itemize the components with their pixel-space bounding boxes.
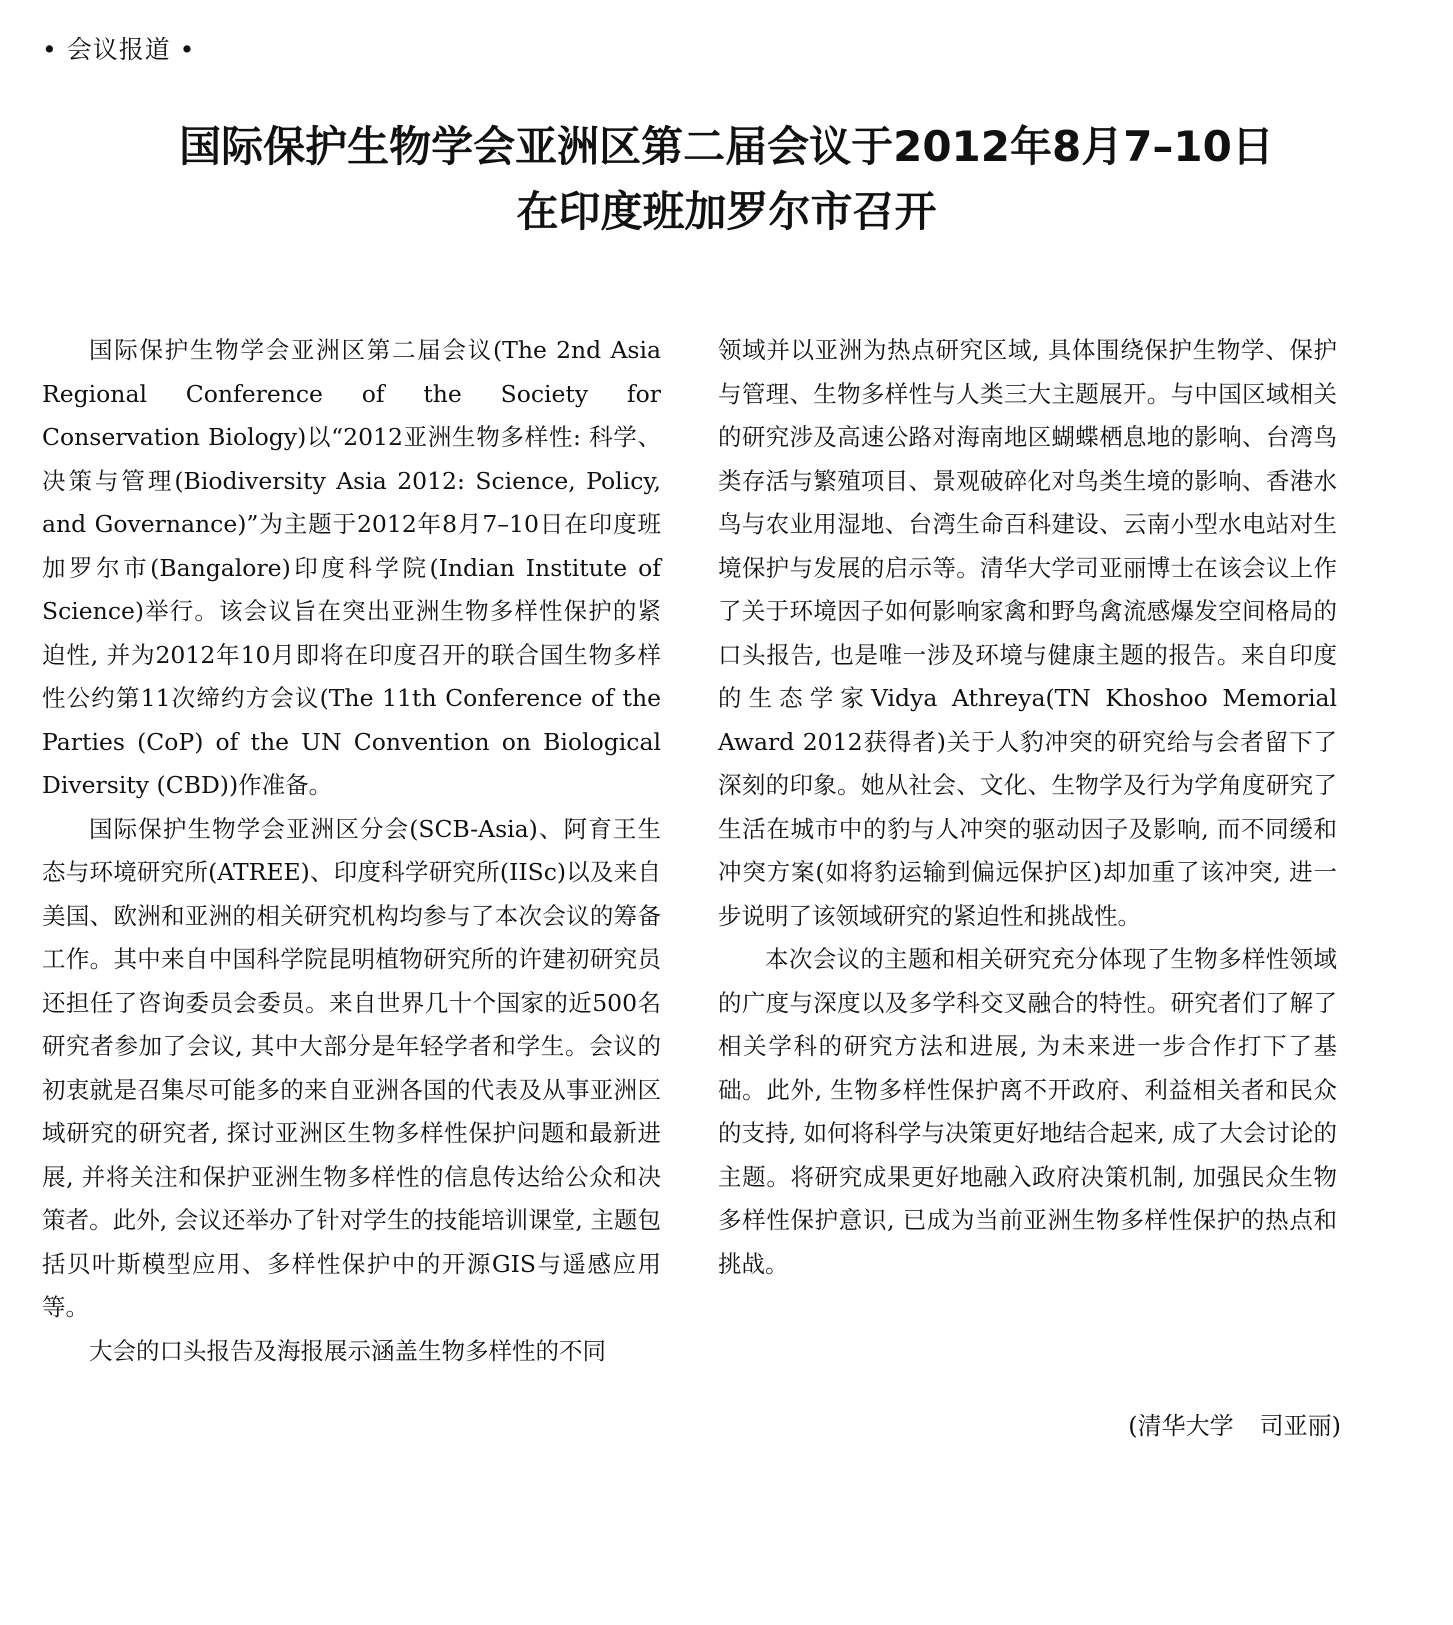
paragraph-2: 国际保护生物学会亚洲区分会(SCB-Asia)、阿育王生态与环境研究所(ATREE)、印度科学研究所(IISc)以及来自美国、欧洲和亚洲的相关研究机构均参与了本次会议的筹备工作。其中来自中国科学院昆明植物研究所的许建初研究员还担任了咨询委员会委员。来自世界几十个国家的近500名研究者参加了会议, 其中大部分是年轻学者和学生。会议的初衷就是召集尽可能多的来自亚洲各国的代表及从事亚洲区域研究的研究者, 探讨亚洲区生物多样性保护问题和最新进展, 并将关注和保护亚洲生物多样性的信息传达给公众和决策者。此外, 会议还举办了针对学生的技能培训课堂, 主题包括贝叶斯模型应用、多样性保护中的开源GIS与遥感应用等。 — [42, 814, 661, 1321]
paragraph-4: 本次会议的主题和相关研究充分体现了生物多样性领域的广度与深度以及多学科交叉融合的特性。研究者们了解了相关学科的研究方法和进展, 为未来进一步合作打下了基础。此外, 生物多样性保护离不开政府、利益相关者和民众的支持, 如何将科学与决策更好地结合起来, 成了大会讨论的主题。将研究成果更好地融入政府决策机制, 加强民众生物多样性保护意识, 已成为当前亚洲生物多样性保护的热点和挑战。 — [718, 945, 1337, 1278]
article-title-line-1: 国际保护生物学会亚洲区第二届会议于2012年8月7–10日 — [179, 122, 1274, 171]
section-label: • 会议报道 • — [42, 35, 196, 64]
left-column — [42, 329, 661, 1373]
byline-author: 司亚丽) — [1259, 1412, 1341, 1440]
paragraph-3-continued: 领域并以亚洲为热点研究区域, 具体围绕保护生物学、保护与管理、生物多样性与人类三大主题展开。与中国区域相关的研究涉及高速公路对海南地区蝴蝶栖息地的影响、台湾鸟类存活与繁殖项目、景观破碎化对鸟类生境的影响、香港水鸟与农业用湿地、台湾生命百科建设、云南小型水电站对生境保护与发展的启示等。清华大学司亚丽博士在该会议上作了关于环境因子如何影响家禽和野鸟禽流感爆发空间格局的口头报告, 也是唯一涉及环境与健康主题的报告。来自印度的生态学家Vidya Athreya(TN Khoshoo Memorial Award 2012获得者)关于人豹冲突的研究给与会者留下了深刻的印象。她从社会、文化、生物学及行为学角度研究了生活在城市中的豹与人冲突的驱动因子及影响, 而不同缓和冲突方案(如将豹运输到偏远保护区)却加重了该冲突, 进一步说明了该领域研究的紧迫性和挑战性。 — [718, 336, 1337, 930]
byline — [1128, 1406, 1341, 1441]
right-column — [718, 329, 1337, 1286]
paragraph-3: 大会的口头报告及海报展示涵盖生物多样性的不同 — [89, 1336, 606, 1365]
byline-affiliation: (清华大学 — [1128, 1412, 1234, 1440]
article-title-line-2: 在印度班加罗尔市召开 — [516, 187, 937, 236]
paragraph-1: 国际保护生物学会亚洲区第二届会议(The 2nd Asia Regional Conference of the Society for Conservation Biology)以“2012亚洲生物多样性: 科学、决策与管理(Biodiversity Asia 2012: Science, Policy, and Governance)”为主题于2012年8月7–10日在印度班加罗尔市(Bangalore)印度科学院(Indian Institute of Science)举行。该会议旨在突出亚洲生物多样性保护的紧迫性, 并为2012年10月即将在印度召开的联合国生物多样性公约第11次缔约方会议(The 11th Conference of the Parties (CoP) of the UN Convention on Biological Diversity (CBD))作准备。 — [42, 336, 661, 799]
